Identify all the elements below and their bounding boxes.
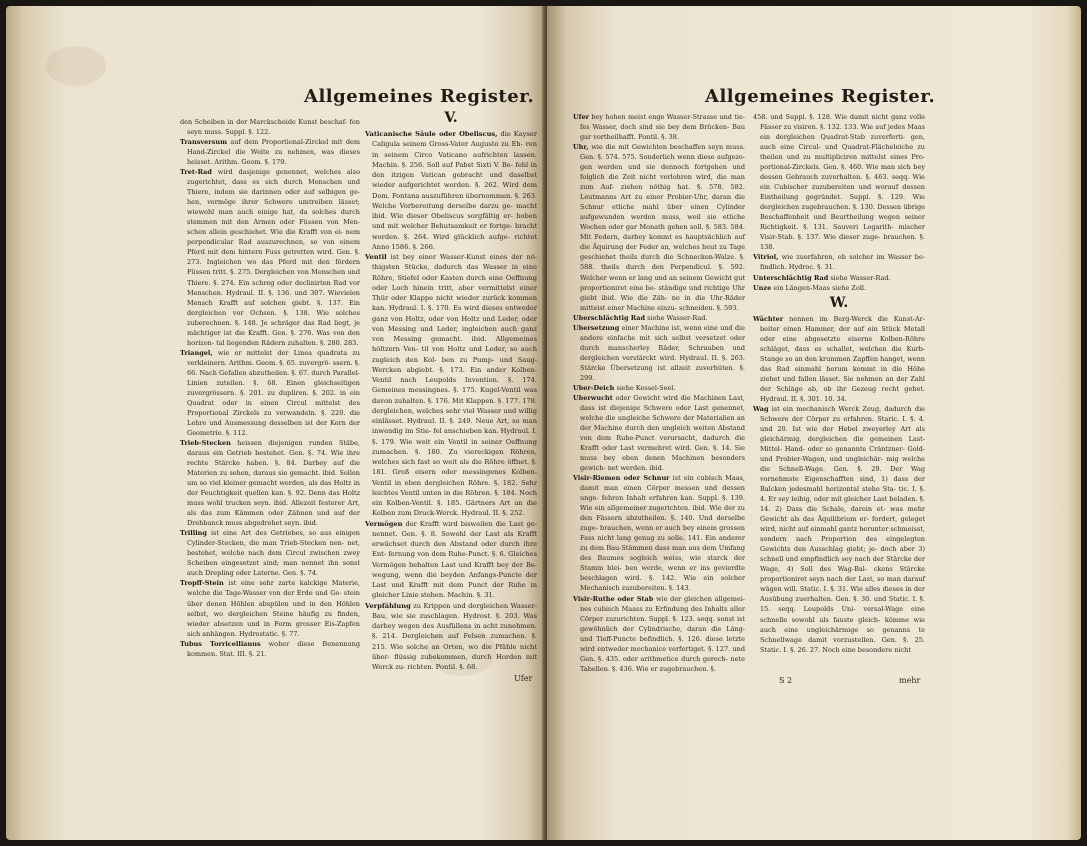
index-term: Uber-Deich — [573, 383, 615, 392]
index-entry-text: ist ein cubisch Maas, damit man einen Cörper messen und dessen unge- fehren Inhalt erfahren kan. Suppl. §. 139. Wie ein allgemeiner zugerichten. ibid. Wie der zu den Fässern abzutheilen. §. 140. Und derselbe zuge- brauchen, wenn er auch bey einem grossen Fass nicht lang genug zu solle. 141. Ein anderer zu dem Bau-Stämmen dass man aus dem Umfang des Baumes sogleich weiss, wie starck der Stamm blei- ben werde, wenn er ins gevierdte beschlagen wird. §. 142. Wie ein solcher Mechanisch zuzubereiten. §. 143. — [580, 474, 745, 593]
right-page — [547, 6, 1081, 840]
index-entry-text: wird dasjenige genennet, welches also zugerichtet, dass es sich durch Menschen und Thiere, indem sie darinnen oder auf selbigen ge- hen, vermöge ihrer Schwere umtreiben lässet; wiewohl man auch einige hat, da solches durch stemmen mit den Armen oder Füssen von Men- schen allein geschiehet. Wie die Krafft von ei- nem perpendicular Rad auszurechnen, so von einem Pferd mit dem hintern Fuss getretten wird. Gen. §. 273. Ingleichen wo das Pferd mit den fördern Füssen tritt. §. 275. Dergleichen von Menschen und Thiere. §. 274. Ein schreg oder declinirten Rad vor Menschen. Hydraul. II. §. 136. und 307. Wievielen Mensch Krafft auf solchen giebt. §. 137. Ein dergleichen vor Ochsen. §. 138. Wie solches zuberechnen. §. 148. Je schräger das Rad liegt, je mächtiger ist die Krafft. Gen. §. 276. Was von den horizon- tal liegenden Rädern zuhalten. §. 280. 283. — [187, 168, 360, 347]
index-entry-text: die Kayser Caligula seinem Gross-Vater Augusto zu Eh- ren in seinem Circo Vaticano aufrichten lassen. Machin. §. 256. Soll auf Pabst Sixti V. Be- fehl in den itzigen Vatican gebracht und daselbst wieder aufgerichtet werden. §. 262. Wird dem Dom. Fontana auszuführen übernommen. §. 263. Welche Vorbereitung derselbe darzu ge- macht ibid. Wie dieser Obeliscus sorgfältig er- hoben und mit welcher Behutsamkeit er fortge- bracht worden. §. 264. Wird glücklich aufge- richtet Anno 1586. §. 266. — [372, 130, 537, 251]
index-entry — [180, 117, 360, 137]
index-entry — [180, 348, 360, 438]
index-term: Ubersetzung — [573, 323, 620, 332]
index-entry-text: oder Gewicht wird die Machinen Last, dass ist diejenige Schwere oder Last genennet, welche die ungleiche Schwere der Materialien an der Machine durch den ungleich weiten Abstand von dem Ruhe-Punct verursacht, dadurch die Krafft oder Last vermehret wird. Gen. §. 14. Sie muss bey eben denen Machinen besonders gewich- net werden. ibid. — [580, 393, 745, 473]
index-term: Transversum — [180, 138, 227, 147]
index-column-right-2 — [753, 112, 925, 655]
index-entry — [573, 323, 745, 383]
index-entry-text: 458. und Suppl. §. 128. Wie damit nicht ganz volle Fässer zu visiren. §. 132. 133. Wie auf jedes Maas ein dergleichen Quadrat-Stab zuverferti- gen, auch eine Circul- und Quadrat-Flächeleiche zu theilen und zu multipliciren mittelst eines Pro- portional-Zirckels. Gen. §. 460. Wie man sich bey dessen Gebrauch zuverhalten. §. 463. seqq. Wie ein Cubischer zuzubereiten und worauf dessen Eintheilung gegründet. Suppl. §. 129. Wie dergleichen zugebrauchen. §. 130. Dessen übrige Beschaffenheit und Beurtheilung wegen seiner Richtigkeit. §. 131. Sauveri Logarith- mischer Visir-Stab. §. 137. Wie dieser zuge- brauchen. §. 138. — [753, 113, 925, 252]
index-entry — [180, 578, 360, 638]
index-entry-text: siehe Wasser-Rad. — [647, 313, 708, 322]
index-term: Unterschlächtig Rad — [753, 273, 829, 282]
index-entry-text: ein Längen-Maas siehe Zoll. — [773, 283, 867, 292]
index-entry-text: ist eine Art des Getriebes, so aus einigen Cylinder-Stecken, die man Trieb-Stecken nen- net, bestehet, welche nach dem Circul zwischen zwey Scheiben eingesetzet sind; man nennet ihn sonst auch Drepling oder Laterne. Gen. §. 74. — [187, 529, 360, 578]
index-entry-text: bey hohen meist enge Wasser-Strasse und tie- fes Wasser, doch sind sie bey dem Brücken- Bau gar vortheilhafft. Pontil. §. 38. — [580, 113, 745, 142]
index-entry — [573, 473, 745, 593]
index-entry — [753, 283, 925, 293]
index-entry — [180, 167, 360, 348]
index-term: Wag — [753, 404, 769, 413]
index-term: Ufer — [573, 113, 590, 121]
index-entry-text: heissen diejenigen runden Stäbe, daraus ein Getrieb bestehet. Gen. §. 74. Wie ihre rechte Stärcke haben. §. 84. Darbey auf die Materien zu sehen, daraus sie gemacht. ibid. Sollen um so viel kleiner gemacht werden, als das Holtz in der Feuchtigkeit quellen kan. §. 92. Denn das Holtz muss wohl trucken seyn. ibid. Allezeit festerer Art, als das zum Kämmen oder Zähnen und auf der Drehbanck muss abgedrehet seyn. ibid. — [187, 439, 360, 528]
index-entry-text: zu Krippen und dergleichen Wasser- Bau, wie sie zuschlagen. Hydrost. §. 203. Was darbey wegen des Ausfüllens in acht zunehmen. §. 214. Dergleichen auf Felsen zumachen. §. 215. Wie solche an Orten, wo die Pfähle nicht über- flüssig zubekommen, durch Horden mit Werck zu- richten. Pontil. §. 68. — [372, 601, 537, 671]
index-entry — [573, 594, 745, 674]
index-term: Trieb-Stecken — [180, 439, 231, 447]
index-term: Trilling — [180, 529, 207, 538]
index-entry-text: einer Machine ist, wenn eine und die andere einfache mit sich selbst versetzet oder durch manscherley Räder, Schrauben und dergleichen verstärckt wird. Hydraul. II. §. 263. Stärcke Übersetzung ist allzeit zuverhüten. §. 299. — [580, 323, 745, 382]
index-term: Unze — [753, 283, 772, 292]
index-term: Tubus Torricellianus — [180, 639, 261, 648]
index-entry — [365, 129, 537, 252]
open-book — [6, 6, 1081, 840]
index-term: Vermögen — [365, 519, 403, 528]
left-page — [6, 6, 546, 840]
index-entry-text: siehe Kessel-Seel. — [616, 383, 676, 392]
section-letter-v: V. — [444, 110, 458, 126]
index-entry — [753, 273, 925, 283]
index-entry — [180, 137, 360, 167]
index-entry-text: siehe Wasser-Rad. — [830, 273, 891, 282]
catchword-left: Ufer — [514, 674, 533, 683]
index-term: Visir-Riemen oder Schnur — [573, 474, 670, 483]
running-head-left: Allgemeines Register. — [304, 86, 535, 107]
index-entry — [180, 639, 360, 659]
running-head-right: Allgemeines Register. — [705, 86, 936, 107]
index-entry-text: woher diese Benennung kommen. Stat. III. §. 21. — [187, 639, 360, 658]
index-entry — [753, 404, 925, 655]
index-entry — [365, 519, 537, 601]
index-entry — [753, 314, 925, 404]
index-entry-text: nennen im Berg-Werck die Kunst-Ar- beiter einen Hammer, der auf ein Stück Metall oder eine abgesetzte eiserne Kolben-Röhre schläget, dass es schallet, welchen die Kurb-Stange so an den krummen Zapffen hanget, wenn das Rad einmahl herum kommt in die Höhe ziehet und fallen lässet. Sie nehmen an der Zahl der Schläge ab, ob ihr Gezeug recht gehet. Hydraul. II. §. 301. 10. 34. — [760, 314, 925, 403]
index-entry-text: wie der gleichen allgemei- nes cubisch Maass zu Erfindung des Inhalts aller Cörper zuzurichten. Suppl. §. 123. seqq. sonst ist gewöhnlich der Cylindrische, daran die Läng- und Tieff-Puncte befindlich. §. 126. diese letzte wird entweder mechanice verfertiget. §. 127. und Gen. §. 435. oder arithmetice durch gerech- nete Tabellen. §. 436. Wie er zugebrauchen. §. — [580, 594, 745, 673]
section-letter: W. — [829, 294, 849, 311]
index-entry — [753, 252, 925, 272]
index-entry — [573, 393, 745, 473]
index-entry — [573, 142, 745, 313]
index-entry — [573, 112, 745, 142]
index-column-left-1 — [180, 117, 360, 659]
index-entry-text: ist ein mechanisch Werck Zeug, dadurch die Schwere der Cörper zu erfahren. Staric. I. §. 4. und 20. Ist wie der Hebel zweyerley Art als gleichärmig, dergleichen die gemeinen Last- Mittel- Hand- oder so genannte Cräntzner- Gold- und Probier-Wagen, und ungleichär- mig welche die Schnell-Wage. Gen. §. 29. Der Wag vornehmste Eigenschafften sind, 1) dass der Balcken jedesmahl horizontal stehe Sta- tic. I. §. 4. Er sey leibig, oder mit gleicher Last beladen. §. 14. 2) Dass die Schale, darein et- was mehr Gewicht als das Äquilibrium er- fordert, geleget wird, nicht auf einmahl gantz herunter schmeisst, sondern nach Proportion des eingelegten Gewichts den Ausschlag giebt; je- doch aber 3) schnell und empfindlich sey nach der Stärcke der Wage, 4) Soll des Wag-Bal- ckens Stärcke proportioniret seyn nach der Last, so man darauf wägen will. Static. I. §. 31. Wie alles dieses in der Ausübung zuerhalten. Gen. §. 30. und Static. I. §. 15. seqq. Leupolds Uni- versal-Wage eine schnelle sowohl als fauste gleich- kömme wie auch eine ungleichärmige so genanns te Schnellwage damit vorzustellen. Gen. §. 25. Static. I. §. 26. 27. Noch eine besondere nicht — [760, 404, 925, 654]
index-term: Triangel, — [180, 348, 213, 357]
index-entry — [180, 438, 360, 528]
index-term: Uberschlächtig Rad — [573, 313, 646, 322]
index-term: Vitriol, — [753, 253, 779, 262]
index-term: Vaticanische Säule oder Obeliscus, — [365, 130, 498, 138]
index-term: Verpfählung — [365, 601, 411, 610]
index-entry-text: den Scheiben in der Marckscheide Kunst beschaf- fen seyn muss. Suppl. §. 122. — [180, 118, 360, 137]
catchword-right: mehr — [899, 676, 921, 685]
signature-mark: S 2 — [779, 676, 793, 685]
index-entry-text: wie zuerfahren, ob solcher im Wasser be- findlich. Hydroc. §. 31. — [760, 253, 925, 272]
index-entry-text: auf dem Proportional-Zirckel mit dem Hand-Zirckel die Weite zu nehmen, was dieses heisset. Arithm. Geom. §. 179. — [187, 138, 360, 167]
index-term: Visir-Ruthe oder Stab — [573, 594, 654, 603]
index-entry-text: ist bey einer Wasser-Kunst eines der nö- thigsten Stücke, dadurch das Wasser in eine Röhre, Stiefel oder Kasten durch eine Oeffnung oder Loch hinein tritt, aber vermittelst einer Thür oder Klappe nicht wieder zurück kommen kan. Hydraul. I. §. 170. Es wird dieses entweder ganz von Holtz, oder von Holtz und Leder, oder von Messing und Leder, ingleichen auch ganz von Messing gemacht. ibid. Allgemeines höltzern Ven- til von Holtz und Leder, so auch zugleich den Kol- ben zu Pump- und Saug-Wercken abgiebt. §. 173. Ein ander Kolben-Ventil nach Leupolds Invention. §. 174. Gemeines messingnes. §. 175. Kugel-Ventil was davon zuhalten. §. 176. Mit Klappen. §. 177. 178. dergleichen, welches sehr viel Wasser und willig einlässet. Hydraul. II. §. 249. Neue Art, so man inwendig im Stie- fel anschieben kan. Hydraul. I. §. 179. Wie weit ein Ventil in seiner Oeffnung zumachen. §. 180. Zu viereckigen Röhren, welches sich fast so weit als die Röhre öffnet. §. 181. Groß eisern oder messingenes Kolben-Ventil in eben dergleichen Röhre. §. 182. Sehr leichtes Ventil unten in die Röhren. §. 184. Noch ein Kolben-Ventil. §. 185. Gärtners Art an die Kolben zum Druck-Werck. Hydraul. II. §. 252. — [372, 253, 537, 518]
index-column-left-2 — [365, 108, 537, 672]
index-entry-text: wie er mittelst der Linea quadrata zu verkleinern. Arithm. Geom. §. 65. zuvergrö- ssern. §. 66. Nach Gefallen abzutheilen. §. 67. durch Parallel-Linien zuteilen. §. 68. Einen gleichseitigen zuvergrössern. §. 201. zu dupliren. §. 202. in ein Quadrat oder in einen Circul mittelst des Proportional Zirckels zu verwandeln. §. 220. die Lehre und Ausmessung desselben ist der Kern der Geometrie. §. 112. — [187, 348, 360, 437]
index-entry — [573, 313, 745, 323]
index-entry — [573, 383, 745, 393]
index-term: Tropff-Stein — [180, 579, 224, 588]
index-entry — [753, 112, 925, 252]
index-entry-text: ist eine sehr zarte kalckige Materie, welche die Tage-Wasser von der Erde und Ge- stein über denen Höhlen abspülen und in den Höhlen selbst, wo dergleichen Steine häufig zu finden, wieder absetzen und in Form grosser Eis-Zapfen sich anhängen. Hydrostatic. §. 77. — [187, 579, 360, 638]
index-entry — [180, 528, 360, 578]
index-term: Uhr, — [573, 143, 589, 152]
index-term: Tret-Rad — [180, 168, 212, 177]
index-term: Wächter — [753, 314, 784, 323]
index-column-right-1 — [573, 112, 745, 674]
index-term: Ventil — [365, 253, 387, 261]
index-entry-text: der Krafft wird bisweilen die Last ge- nennet. Gen. §. 8. Sowohl der Last als Krafft erwächset durch den Abstand oder durch ihre Ent- fernung von dem Ruhe-Punct. §. 6. Gleiches Vermögen behalten Last und Krafft bey der Be- wegung, wenn die beyden Anfangs-Puncte der Last und Krafft mit dem Punct der Ruhe in gleicher Linie stehen. Machin. §. 31. — [372, 519, 537, 600]
index-entry-text: wie die mit Gewichten beschaffen seyn muss. Gen. §. 574. 575. Sonderlich wenn diese aufgezo- gen werden und sie dennoch fortgehen und folglich die Zeit nicht verlohren wird, die man zum Auf- ziehen nöthig hat. §. 578. 582. Leutmanns Art zu einer Probier-Uhr, daran die Schnur etliche mahl über einen Cylinder aufgewunden werden muss, weil sie etliche Wochen oder gar Monath gehen soll. §. 583. 584. Mit Federn, darbey kommt es hauptsächlich auf die Äquirung der Feder an, welches heut zu Tage geschiehet theils durch die Schnecken-Walze. §. 588. theils durch den Perpendicul. §. 592. Welcher wenn er lang und an seinem Gewicht gut proportioniret eine be- ständige und richtige Uhr giebt ibid. Wie die Zäh- ne in die Uhr-Räder mitteist einer Machine einzu- schneiden. §. 593. — [580, 143, 745, 312]
index-entry — [365, 252, 537, 519]
index-term: Uberwucht — [573, 393, 613, 402]
index-entry — [365, 601, 537, 673]
